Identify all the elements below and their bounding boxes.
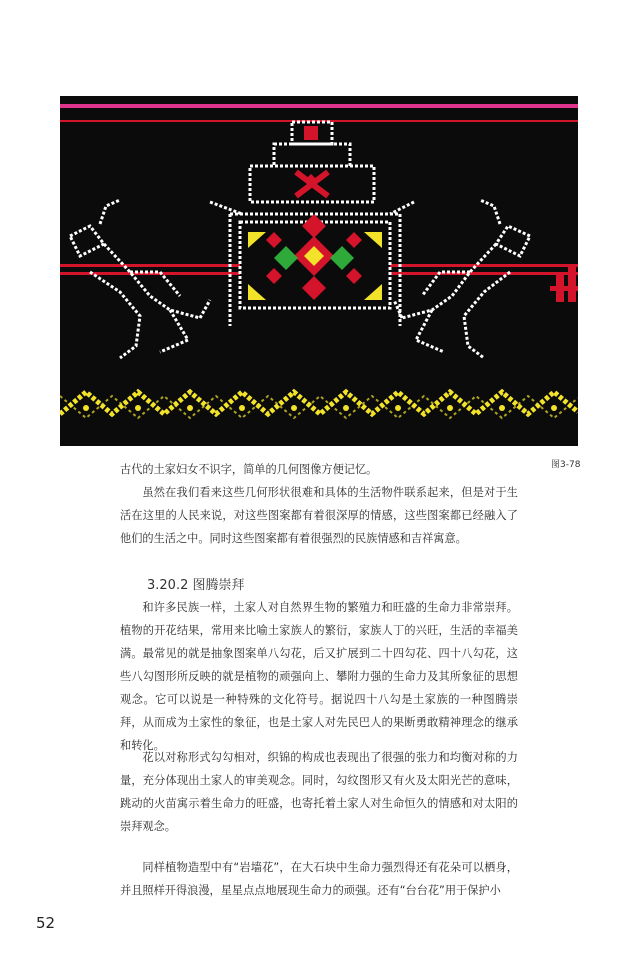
paragraph-3: 和许多民族一样，土家人对自然界生物的繁殖力和旺盛的生命力非常崇拜。植物的开花结果，常用来比喻土家族人的繁衍，家族人丁的兴旺，生活的幸福美满。最常见的就是抽象图案单八勾花，后又扩展到二十四勾花、四十八勾花，这些八勾图形所反映的就是植物的顽强向上、攀附力强的生命力及其所象征的思想观念。它可以说是一种特殊的文化符号。据说四十八勾是土家族的一种图腾崇拜，从而成为土家性的象征，也是土家人对先民巴人的果断勇敢精神理念的继承和转化。	[120, 601, 518, 752]
central-diamond	[266, 214, 362, 300]
paragraph-5: 同样植物造型中有“岩墙花”，在大石块中生命力强烈得还有花朵可以栖身，并且照样开得浪漫，星星点点地展现生命力的顽强。还有“台台花”用于保护小	[120, 861, 518, 897]
paragraph-1: 古代的土家妇女不识字，简单的几何图像方便记忆。	[120, 463, 378, 476]
brocade-figure	[60, 96, 578, 446]
paragraph-3-block	[120, 596, 518, 757]
right-red-motif	[550, 266, 578, 302]
top-magenta-band	[60, 104, 578, 108]
paragraph-1-block	[120, 458, 518, 481]
right-figure	[394, 200, 530, 358]
figure-label: 图3-78	[551, 460, 581, 470]
bottom-yellow-border	[60, 392, 578, 418]
paragraph-4: 花以对称形式勾勾相对，织锦的构成也表现出了很强的张力和均衡对称的力量，充分体现出土家人的审美观念。同时，勾纹图形又有火及太阳光芒的意味，跳动的火苗寓示着生命力的旺盛，也寄托着土家人对生命恒久的情感和对太阳的崇拜观念。	[120, 751, 518, 833]
page-number: 52	[36, 914, 56, 932]
left-red-stripe	[60, 264, 240, 267]
right-red-stripe-2	[390, 272, 578, 275]
paragraph-4-block	[120, 746, 518, 838]
shrine-red-cross	[296, 126, 328, 196]
left-figure	[70, 200, 210, 358]
right-red-stripe	[390, 264, 578, 267]
brocade-pattern	[60, 96, 578, 446]
paragraph-5-block	[120, 856, 518, 902]
paragraph-2: 虽然在我们看来这些几何形状很难和具体的生活物件联系起来，但是对于生活在这里的人民来说，对这些图案都有着很深厚的情感，这些图案都已经融入了他们的生活之中。同时这些图案都有着很强烈的民族情感和吉祥寓意。	[120, 486, 518, 545]
section-heading: 3.20.2 图腾崇拜	[147, 578, 245, 593]
paragraph-2-block	[120, 481, 518, 550]
